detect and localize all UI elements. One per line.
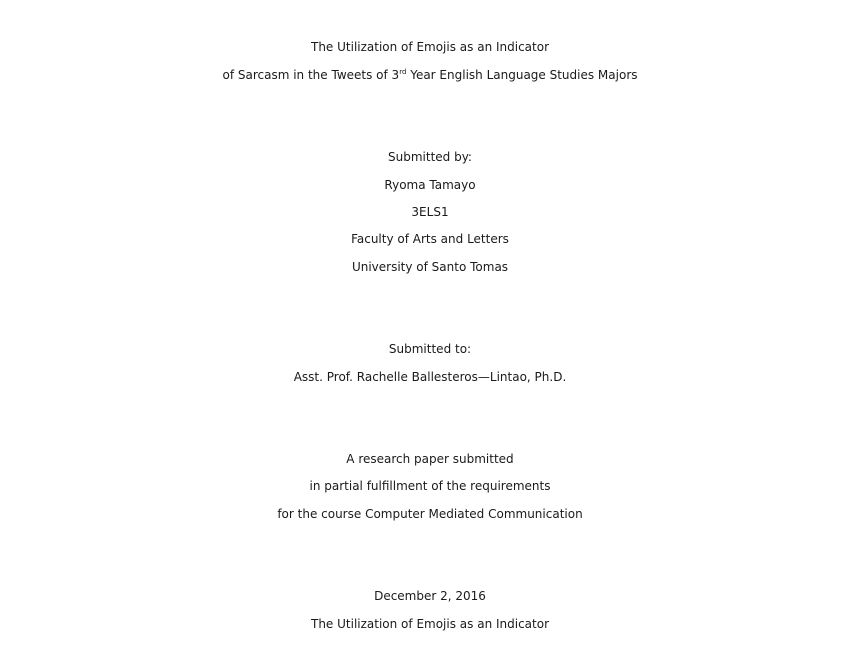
ordinal-suffix: rd	[399, 68, 407, 76]
purpose-line-2: in partial fulfillment of the requirements	[309, 479, 551, 493]
submitted-by-label: Submitted by:	[388, 150, 472, 164]
author-name: Ryoma Tamayo	[384, 178, 476, 192]
professor-name: Asst. Prof. Rachelle Ballesteros—Lintao, Ph.D.	[293, 370, 567, 384]
purpose-line-1: A research paper submitted	[346, 452, 514, 466]
author-university: University of Santo Tomas	[351, 260, 509, 274]
paper-title-line-2-end: Year English Language Studies Majors	[406, 68, 638, 82]
paper-title-line-1: The Utilization of Emojis as an Indicator	[310, 40, 550, 54]
paper-title-line-2-start: of Sarcasm in the Tweets of 3	[222, 68, 400, 82]
submitted-to-label: Submitted to:	[388, 342, 472, 356]
paper-title-repeat: The Utilization of Emojis as an Indicator	[310, 617, 550, 631]
author-section: 3ELS1	[411, 205, 449, 219]
submission-date: December 2, 2016	[374, 589, 486, 603]
author-faculty: Faculty of Arts and Letters	[351, 232, 509, 246]
purpose-line-3: for the course Computer Mediated Communication	[277, 507, 583, 521]
paper-title-line-2	[0, 68, 860, 82]
